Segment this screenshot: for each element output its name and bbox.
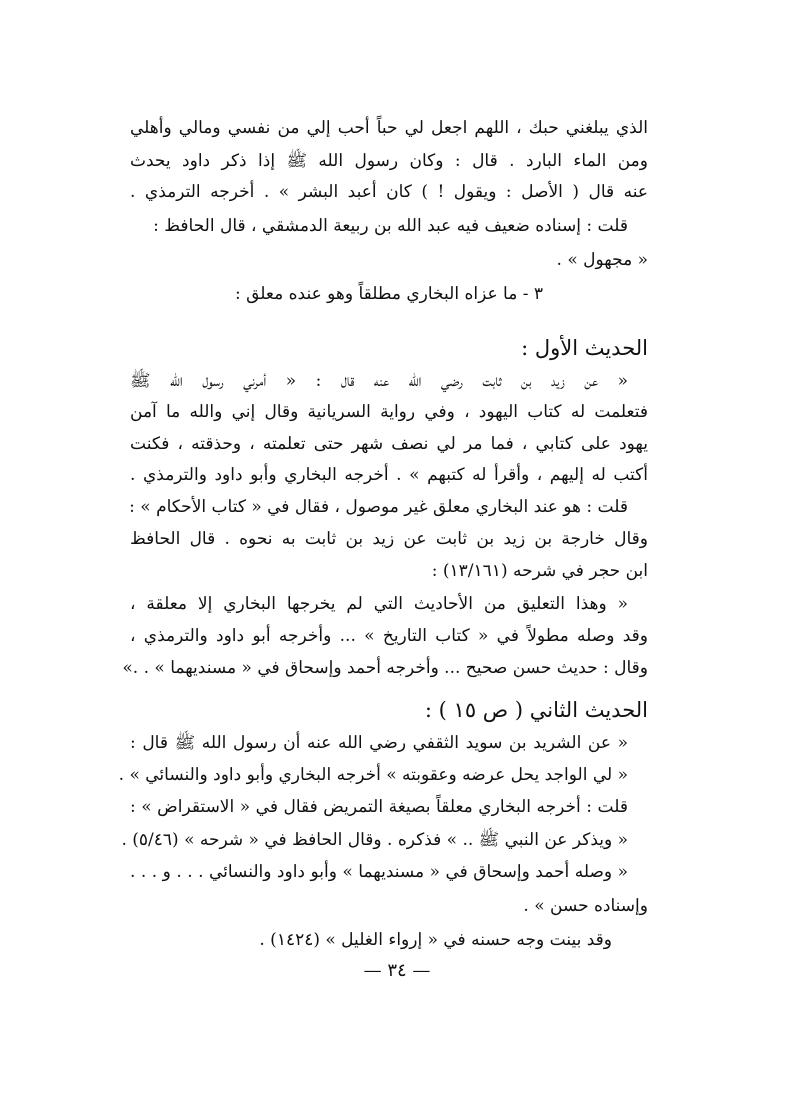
text-line: وقد وصله مطولاً في « كتاب التاريخ » ... وأخرجه أبو داود والترمذي ، [130,626,648,646]
text-line: « مجهول » . [556,250,648,270]
text-line: يهود على كتابي ، فما مر لي نصف شهر حتى تعلمته ، وحذقته ، فكنت [130,434,648,454]
text-line: قلت : أخرجه البخاري معلقاً بصيغة التمريض فقال في « الاستقراض » : [130,797,628,817]
text-line: « عن الشريد بن سويد الثقفي رضي الله عنه أن رسول الله ﷺ قال : [130,733,628,753]
text-line: الذي يبلغني حبك ، اللهم اجعل لي حباً أحب إلي من نفسي ومالي وأهلي [130,118,648,138]
text-line: « وهذا التعليق من الأحاديث التي لم يخرجها البخاري إلا معلقة ، [130,594,628,614]
text-line: وقد بينت وجه حسنه في « إرواء الغليل » (١٤٢٤) . [259,930,612,950]
text-line: « وصله أحمد وإسحاق في « مسنديهما » وأبو داود والنسائي . . . و . . . [130,862,628,882]
text-line: وقال خارجة بن زيد بن ثابت عن زيد بن ثابت به نحوه . قال الحافظ [130,529,648,549]
hadith-two-heading: الحديث الثاني ( ص ١٥ ) : [424,698,648,722]
page-number: — ٣٤ — [363,960,431,981]
text-line: فتعلمت له كتاب اليهود ، وفي رواية السريانية وقال إني والله ما آمن [130,402,648,422]
text-line: ابن حجر في شرحه (١٣/١٦١) : [431,561,648,581]
text-line: وقال : حديث حسن صحيح ... وأخرجه أحمد وإسحاق في « مسنديهما » . .» [122,658,648,678]
text-line: قلت : إسناده ضعيف فيه عبد الله بن ربيعة الدمشقي ، قال الحافظ : [153,216,628,236]
text-line: « لي الواجد يحل عرضه وعقوبته » أخرجه البخاري وأبو داود والنسائي » . [118,765,628,785]
text-line: أكتب له إليهم ، وأقرأ له كتبهم » . أخرجه البخاري وأبو داود والترمذي . [130,465,648,485]
text-line: وإسناده حسن » . [523,896,648,916]
section-title: ٣ - ما عزاه البخاري مطلقاً وهو عنده معلق : [234,284,544,304]
hadith-one-heading: الحديث الأول : [521,336,648,360]
text-line: ومن الماء البارد . قال : وكان رسول الله ﷺ إذا ذكر داود يحدث [130,151,648,171]
text-line: « عن زيد بن ثابت رضي الله عنه قال : « أمرني رسول الله ﷺ [130,371,628,391]
text-line: قلت : هو عند البخاري معلق غير موصول ، فقال في « كتاب الأحكام » : [129,497,628,517]
text-line: عنه قال ( الأصل : ويقول ! ) كان أعبد البشر » . أخرجه الترمذي . [130,182,648,202]
text-line: « ويذكر عن النبي ﷺ .. » فذكره . وقال الحافظ في « شرحه » (٥/٤٦) . [121,830,628,850]
